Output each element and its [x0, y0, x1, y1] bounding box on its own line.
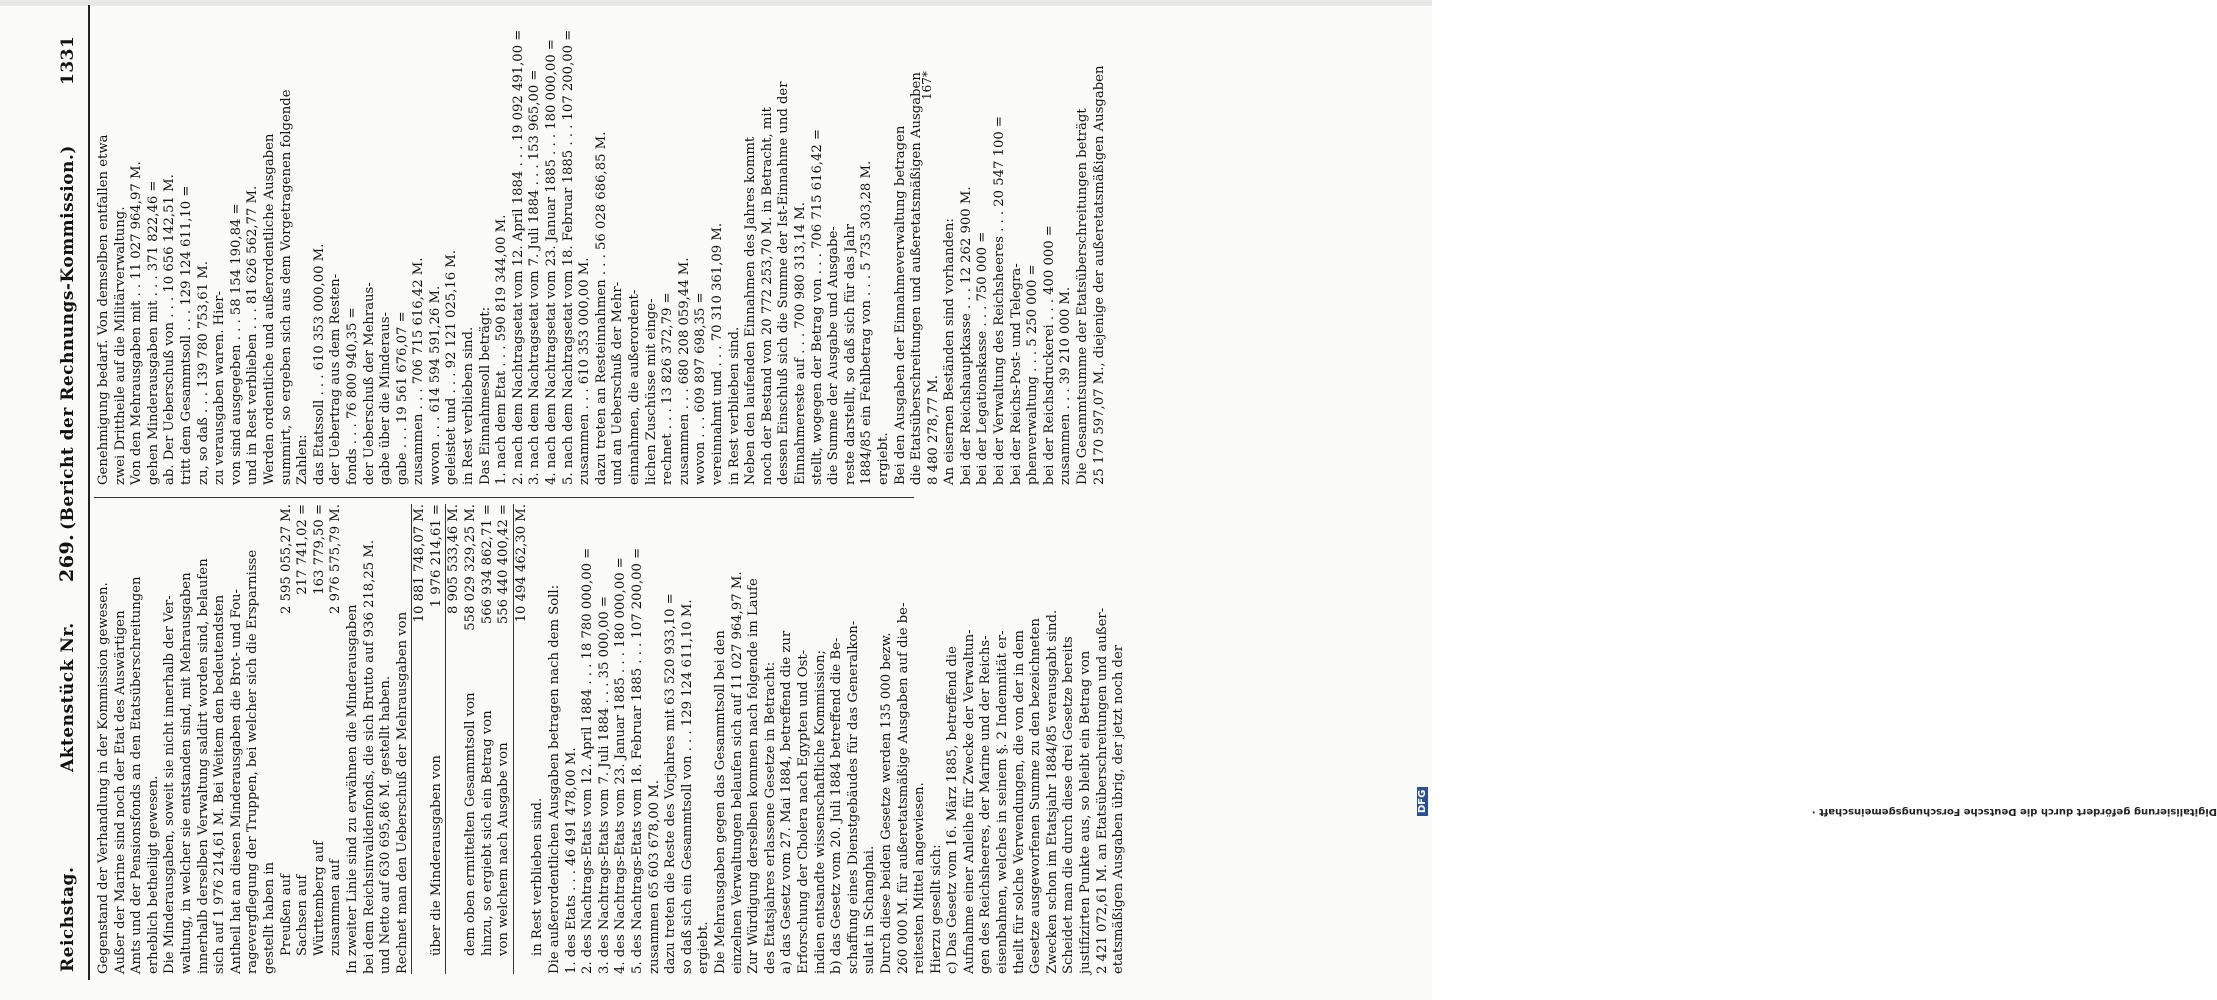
text-line [959, 15, 976, 485]
text-line-content: sich auf 1 976 214,61 M. Bei Weitem den bedeutendsten [212, 594, 228, 974]
text-line-content: die Summe der Ausgabe und Ausgabe- [826, 226, 842, 485]
text-line-content: 260 000 M. für außeretatsmäßige Ausgaben auf die be- [895, 602, 911, 974]
credit-text: Digitalisierung gefördert durch die Deutsche Forschungsgemeinschaft · [1811, 806, 2217, 817]
page-number: 1331 [58, 35, 78, 85]
text-line [992, 15, 1009, 485]
text-line [478, 15, 495, 485]
text-line [395, 15, 412, 485]
text-line [547, 504, 564, 974]
amount-label: hinzu, so ergiebt sich ein Betrag von [479, 710, 495, 956]
text-line-content: zusammen . . . 610 353 000,00 M. [577, 257, 593, 485]
text-line-content: und in Rest verblieben . . . 81 626 562,77 M. [245, 185, 261, 485]
header-number: 269. [56, 533, 78, 582]
text-line-content: wovon . . . 614 594 591,26 M. [427, 285, 443, 485]
text-line [929, 504, 946, 974]
text-line [962, 504, 979, 974]
text-line [630, 504, 647, 974]
amount-value: 8 905 533,46 M. [446, 504, 462, 614]
text-line-content: 2. nach dem Nachtragsetat vom 12. April 1884 . . . 19 092 491,00 = [510, 29, 526, 485]
text-line-content: gen des Reichsheeres, der Marine und der Reichs- [978, 635, 994, 974]
text-line-content: c) Das Gesetz vom 16. März 1885, betreffend die [945, 646, 961, 974]
text-line-content: Die Minderausgaben, soweit sie nicht innerhalb der Ver- [162, 595, 178, 974]
text-line [663, 504, 680, 974]
right-column [96, 15, 1107, 485]
text-line-content: 2. des Nachtrags-Etats vom 12. April 1884 . . . 18 780 000,00 = [580, 547, 596, 974]
text-line [1061, 504, 1078, 974]
amount-label: über die Minderausgaben von [428, 755, 444, 956]
amount-value: 558 029 329,25 M. [463, 504, 479, 631]
text-line-content: Von den Mehrausgaben mit . . 11 027 964,97 M. [129, 161, 145, 485]
text-line-content: des Etatsjahres erlassene Gesetze in Betracht: [762, 661, 778, 974]
text-line [746, 504, 763, 974]
text-line [179, 504, 196, 974]
text-line [1025, 15, 1042, 485]
text-line [779, 504, 796, 974]
text-line-content: theilt für solche Verwendungen, die von der in dem [1011, 630, 1027, 974]
amount-label: dem oben ermittelten Gesammtsoll von [463, 692, 479, 956]
left-column [96, 504, 1127, 974]
amount-label [514, 956, 531, 974]
text-line [328, 15, 345, 485]
text-line-content: In zweiter Linie sind zu erwähnen die Minderausgaben [344, 604, 360, 974]
header-left: Reichstag. [58, 866, 78, 972]
text-line-content: fonds . . . 76 800 940,35 = [344, 307, 360, 485]
text-line-content: 1884/85 ein Fehlbetrag von . . . 5 735 303,28 M. [859, 160, 875, 485]
text-line [1095, 504, 1112, 974]
text-line [129, 504, 146, 974]
text-line [345, 15, 362, 485]
text-line [810, 15, 827, 485]
text-line-content: rechnet . . . 13 826 372,79 = [660, 292, 676, 485]
text-line-content: gabe . . . 19 561 676,07 = [394, 311, 410, 485]
text-line-content: waltung, in welcher sie entstanden sind, mit Mehrausgaben [178, 572, 194, 974]
text-line [96, 504, 113, 974]
amount-value [530, 504, 547, 510]
text-line [975, 15, 992, 485]
amount-row [480, 504, 497, 974]
text-line-content: zu verausgaben waren. Hier- [212, 291, 228, 485]
text-line [613, 504, 630, 974]
text-line-content: einzelnen Verwaltungen belaufen sich auf 11 027 964,97 M. [729, 571, 745, 974]
amount-value: 2 595 055,27 M. [278, 504, 294, 614]
text-line-content: ergiebt. [875, 432, 891, 485]
text-line [846, 504, 863, 974]
text-line [196, 15, 213, 485]
text-line-content: reste darstellt, so daß sich für das Jahr [842, 223, 858, 485]
text-line [1075, 15, 1092, 485]
text-line-content: lichen Zuschüsse mit einge- [643, 298, 659, 485]
text-line-content: dessen Einschluß sich die Summe der Ist-Einnahme und der [776, 81, 792, 485]
text-line [945, 504, 962, 974]
text-line-content: bei dem Reichsinvalidenfonds, die sich Brutto auf 936 218,25 M. [361, 539, 377, 974]
amount-value: 10 881 748,07 M. [412, 504, 428, 623]
text-line [179, 15, 196, 485]
text-line-content: 4. des Nachtrags-Etats vom 23. Januar 1885 . . . 180 000,00 = [613, 557, 629, 974]
text-line-content: tritt dem Gesammtsoll . . . 129 124 611,10 = [178, 185, 194, 485]
text-line-content: in Rest verblieben sind. [726, 326, 742, 485]
text-line [829, 504, 846, 974]
text-line [113, 504, 130, 974]
text-line [677, 15, 694, 485]
text-line [627, 15, 644, 485]
text-line-content: einnahmen, die außerordent- [627, 289, 642, 485]
text-line-content: Amts und der Pensionsfonds an den Etatsüberschreitungen [129, 576, 145, 974]
text-line [942, 15, 959, 485]
amount-label: Preußen auf [278, 873, 294, 956]
text-line [597, 504, 614, 974]
text-line-content: gestellt haben in [261, 861, 277, 974]
dfg-credit [1414, 20, 2217, 980]
text-line-content: etatsmäßigen Ausgaben übrig, der jetzt noch der [1111, 644, 1127, 974]
text-line [146, 15, 163, 485]
text-line [312, 15, 329, 485]
amount-row [530, 504, 547, 974]
text-line-content: Rechnet man den Ueberschuß der Mehrausgaben von [394, 611, 410, 974]
amount-row [279, 504, 296, 974]
text-line-content: geleistet und . . . 92 121 025,16 M. [444, 250, 460, 485]
text-line-content: 5. des Nachtrags-Etats vom 18. Februar 1885 . . . 107 200,00 = [630, 547, 645, 974]
text-line [859, 15, 876, 485]
text-line-content: der Uebertrag aus dem Resten- [328, 273, 344, 485]
text-line [826, 15, 843, 485]
text-line [262, 15, 279, 485]
text-line [494, 15, 511, 485]
text-line [1042, 15, 1059, 485]
text-line [879, 504, 896, 974]
header-rule [88, 5, 90, 980]
text-line [730, 504, 747, 974]
text-line [544, 15, 561, 485]
amount-label: Sachsen auf [295, 874, 311, 956]
text-line [279, 15, 296, 485]
text-line-content: summirt, so ergeben sich aus dem Vorgetragenen folgende [278, 89, 294, 485]
text-line [577, 15, 594, 485]
text-line-content: ragevergflegung der Truppen, bei welcher sich die Ersparnisse [245, 549, 261, 974]
amount-value: 566 934 862,71 = [479, 504, 495, 625]
text-line [912, 504, 929, 974]
text-line-content: Gesetze ausgeworfenen Summe zu den bezeichneten [1028, 618, 1044, 974]
text-line-content: der Ueberschuß der Mehraus- [361, 282, 377, 485]
text-line-content: bei der Legationskasse . . . 750 000 = [975, 231, 991, 485]
text-line [96, 15, 113, 485]
text-line [362, 15, 379, 485]
text-line [378, 15, 395, 485]
column-divider [94, 497, 914, 498]
text-line-content: a) das Gesetz vom 27. Mai 1884, betreffend die zur [779, 630, 795, 974]
text-line [564, 504, 581, 974]
text-line [713, 504, 730, 974]
text-line-content: ergiebt. [696, 921, 712, 974]
text-line [461, 15, 478, 485]
text-line [793, 15, 810, 485]
text-line-content: das Etatssoll . . . 610 353 000,00 M. [311, 243, 327, 485]
text-line-content: 8 480 278,77 M. [925, 375, 941, 485]
text-line-content: dazu treten die Reste des Vorjahres mit 63 520 933,10 = [663, 593, 679, 974]
text-line [1078, 504, 1095, 974]
text-line-content: in Rest verblieben sind. [461, 326, 477, 485]
text-line-content: Bei den Ausgaben der Einnahmeverwaltung betragen [892, 125, 908, 485]
text-line-content: stellt, wogegen der Betrag von . . . 706 715 616,42 = [809, 128, 825, 485]
amount-label: von welchem nach Ausgabe von [496, 742, 512, 956]
text-line [212, 504, 229, 974]
amount-row [411, 504, 429, 974]
text-line [229, 504, 246, 974]
header-right: (Bericht der Rechnungs-Kommission.) [58, 145, 78, 530]
text-line [129, 15, 146, 485]
text-line-content: eisenbahnen, welches in seinem §. 2 Indemnität er- [995, 630, 1011, 974]
text-line-content: sulat in Schanghai. [862, 845, 878, 974]
text-line [162, 504, 179, 974]
text-line-content: wovon . . . 609 897 698,35 = [693, 292, 709, 485]
text-line-content: Neben den laufenden Einnahmen des Jahres kommt [743, 136, 759, 485]
text-line [743, 15, 760, 485]
text-line [660, 15, 677, 485]
text-line [862, 504, 879, 974]
amount-value: 2 976 575,79 M. [328, 504, 344, 614]
amount-row [295, 504, 312, 974]
text-line-content: noch der Bestand von 20 772 253,70 M. in Betracht, mit [759, 107, 775, 485]
text-line [995, 504, 1012, 974]
text-line-content: Durch diese beiden Gesetze werden 135 000 bezw. [878, 632, 894, 974]
text-line [1009, 15, 1026, 485]
text-line [527, 15, 544, 485]
text-line [896, 504, 913, 974]
text-line-content: vereinnahmt und . . . 70 310 361,09 M. [709, 222, 725, 485]
text-line [113, 15, 130, 485]
text-line [763, 504, 780, 974]
text-line-content: Die Gesammtsumme der Etatsüberschreitungen beträgt [1075, 108, 1091, 485]
text-line-content: zu, so daß . . . 139 780 753,61 M. [195, 261, 211, 485]
text-line [644, 15, 661, 485]
text-line [444, 15, 461, 485]
text-line-content: zusammen . . . 706 715 616,42 M. [411, 257, 427, 485]
text-line-content: Scheidet man die durch diese drei Gesetze bereits [1061, 636, 1077, 974]
text-line-content: von sind ausgegeben . . . 58 154 190,84 = [228, 203, 244, 485]
page-header [52, 0, 86, 1000]
text-line [710, 15, 727, 485]
text-line [693, 15, 710, 485]
text-line-content: dazu treten an Resteinnahmen . . . 56 028 686,85 M. [593, 131, 609, 485]
text-line-content: justifizirten Punkte aus, so bleibt ein Betrag von [1078, 650, 1094, 974]
text-line-content: Werden ordentliche und außerordentliche Ausgaben [261, 133, 277, 485]
amount-value: 1 976 214,61 = [428, 504, 444, 608]
text-line [1092, 15, 1109, 485]
text-line [843, 15, 860, 485]
amount-value: 217 741,02 = [295, 504, 311, 595]
text-line [362, 504, 379, 974]
text-line-content: und an Ueberschuß der Mehr- [610, 281, 626, 485]
text-line [727, 15, 744, 485]
text-line [594, 15, 611, 485]
header-akten: Aktenstück Nr. [58, 622, 78, 772]
text-line-content: Zahlen: [295, 434, 311, 485]
text-line [295, 15, 312, 485]
text-line-content: Einnahmereste auf . . . 700 980 313,14 M. [792, 201, 808, 485]
text-line [428, 15, 445, 485]
text-line-content: zusammen 65 603 678,00 M. [646, 780, 662, 974]
text-line [196, 504, 213, 974]
text-line-content: gehen Minderausgaben mit . . . 371 822,46 = [145, 180, 161, 485]
text-line-content: Gegenstand der Verhandlung in der Kommission gewesen. [96, 582, 111, 974]
text-line-content: die Etatsüberschreitungen und außeretatsmäßigen Ausgaben [909, 72, 925, 485]
text-line [1058, 15, 1075, 485]
text-line-content: Die außerordentlichen Ausgaben betragen nach dem Soll: [547, 584, 563, 974]
text-line [893, 15, 910, 485]
text-line-content: 5. nach dem Nachtragsetat vom 18. Februar 1885 . . . 107 200,00 = [560, 29, 576, 485]
text-line-content: Das Einnahmesoll beträgt: [477, 306, 493, 485]
text-line [162, 15, 179, 485]
text-line [146, 504, 163, 974]
text-line-content: erheblich betheiligt gewesen. [145, 775, 161, 974]
text-line [796, 504, 813, 974]
text-line-content: 3. des Nachtrags-Etats vom 7. Juli 1884 . . . 35 000,00 = [596, 596, 612, 974]
amount-label: Württemberg auf [311, 840, 327, 956]
text-line-content: zwei Drittheile auf die Militärverwaltung. [112, 206, 128, 485]
text-line-content: Erforschung der Cholera nach Egypten und Ost- [795, 649, 811, 974]
text-line [776, 15, 793, 485]
amount-value: 10 494 462,30 M. [513, 504, 529, 623]
text-line [696, 504, 713, 974]
text-line [245, 504, 262, 974]
text-line [680, 504, 697, 974]
text-line [813, 504, 830, 974]
amount-row [328, 504, 345, 974]
text-line [245, 15, 262, 485]
text-line [1012, 504, 1029, 974]
text-line-content: Außer der Marine sind noch der Etat des Auswärtigen [112, 610, 128, 974]
text-line [262, 504, 279, 974]
text-line-content: gabe über die Minderaus- [378, 312, 394, 485]
text-line-content: 2 421 072,61 M. an Etatsüberschreitungen und außer- [1094, 607, 1110, 974]
amount-label [446, 956, 463, 974]
text-line-content: schaffung eines Dienstgebäudes für das Generalkon- [845, 620, 861, 974]
text-line [229, 15, 246, 485]
amount-label [412, 956, 429, 974]
text-line [978, 504, 995, 974]
footer-signature: 167* [920, 71, 934, 100]
text-line-content: ab. Der Ueberschuß von . . . 10 656 142,51 M. [162, 174, 178, 485]
text-line-content: 3. nach dem Nachtragsetat vom 7. Juli 1884 . . . 153 965,00 = [527, 69, 543, 485]
text-line-content: 1. nach dem Etat . . . 590 819 344,00 M. [494, 214, 510, 485]
amount-row [429, 504, 446, 974]
text-line-content: Die Mehrausgaben gegen das Gesammtsoll bei den [712, 630, 728, 974]
amount-value: 163 779,50 = [311, 504, 327, 595]
text-line-content: zusammen . . . 680 208 059,44 M. [676, 257, 692, 485]
text-line [1111, 504, 1128, 974]
amount-row [445, 504, 463, 974]
text-line [1028, 504, 1045, 974]
text-line-content: b) das Gesetz vom 20. Juli 1884 betreffend die Be- [829, 637, 845, 974]
text-line-content: Hierzu gesellt sich: [928, 844, 944, 974]
text-line-content: und Netto auf 630 695,86 M. gestellt haben. [378, 675, 394, 974]
amount-label: in Rest verblieben sind. [530, 797, 546, 956]
text-line [760, 15, 777, 485]
text-line-content: so daß sich ein Gesammtsoll von . . . 129 124 611,10 M. [679, 599, 695, 974]
text-line-content: Genehmigung bedarf. Von demselben entfallen etwa [96, 134, 111, 485]
text-line [345, 504, 362, 974]
text-line-content: 1. des Etats . . . 46 491 478,00 M. [563, 747, 579, 974]
text-line [647, 504, 664, 974]
amount-row [312, 504, 329, 974]
amount-value: 556 440 400,42 = [496, 504, 512, 625]
amount-row [463, 504, 480, 974]
text-line-content: phenverwaltung . . . 5 250 000 = [1025, 264, 1041, 485]
text-line [561, 15, 578, 485]
text-line [511, 15, 528, 485]
dfg-logo: DFG [1417, 787, 1428, 816]
amount-label: zusammen auf [328, 859, 344, 956]
text-line-content: Antheil hat an diesen Minderausgaben die Brot- und Fou- [228, 589, 244, 974]
text-line [212, 15, 229, 485]
text-line [876, 15, 893, 485]
text-line [378, 504, 395, 974]
text-line [610, 15, 627, 485]
text-line-content: 4. nach dem Nachtragsetat vom 23. Januar 1885 . . . 180 000,00 = [544, 39, 560, 485]
amount-row [496, 504, 513, 974]
text-line [411, 15, 428, 485]
text-line [580, 504, 597, 974]
text-line-content: An eisernen Beständen sind vorhanden: [942, 218, 958, 485]
text-line-content: Zwecken schon im Etatsjahr 1884/85 verausgabt sind. [1044, 609, 1060, 974]
text-line-content: innerhalb derselben Verwaltung saldirt worden sind, belaufen [195, 558, 211, 974]
text-line-content: indien entsandte wissenschaftliche Kommission; [812, 650, 828, 974]
text-line-content: Aufnahme einer Anleihe für Zwecke der Verwaltun- [961, 629, 977, 974]
text-line-content: bei der Reichs-Post- und Telegra- [1008, 263, 1024, 485]
text-line [1045, 504, 1062, 974]
text-line-content: bei der Reichshauptkasse . . . 12 262 900 M. [958, 186, 974, 485]
text-line-content: Zur Würdigung derselben kommen nach folgende im Laufe [746, 578, 762, 974]
text-line-content: bei der Verwaltung des Reichsheeres . . . 20 547 100 = [992, 116, 1008, 485]
text-line-content: 25 170 597,07 M., diejenige der außeretatsmäßigen Ausgaben [1091, 65, 1107, 485]
text-line-content: reitesten Mittel angewiesen. [912, 782, 928, 974]
text-line-content: bei der Reichsdruckerei . . . 400 000 = [1041, 225, 1057, 485]
text-line [395, 504, 412, 974]
amount-row [513, 504, 531, 974]
text-line-content: zusammen . . . 39 210 000 M. [1058, 286, 1074, 485]
